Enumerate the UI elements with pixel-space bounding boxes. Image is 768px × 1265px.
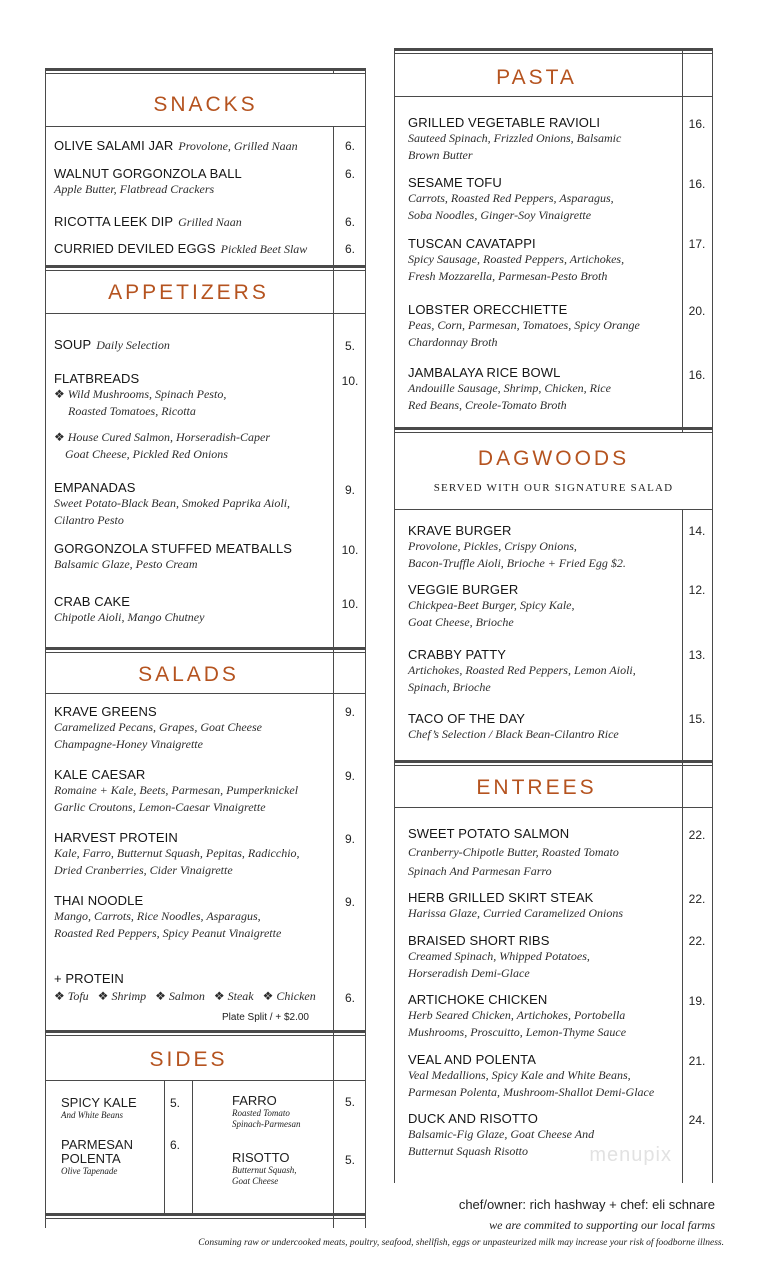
- bullet-icon: ❖: [97, 989, 109, 1003]
- item-desc: Artichokes, Roasted Red Peppers, Lemon Aioli,: [408, 663, 636, 677]
- item-price: 24.: [688, 1113, 706, 1127]
- item-desc: Provolone, Grilled Naan: [178, 139, 298, 153]
- item-name: BRAISED SHORT RIBS: [408, 933, 550, 948]
- item-desc: Goat Cheese: [232, 1176, 279, 1186]
- item-desc: Fresh Mozzarella, Parmesan-Pesto Broth: [408, 269, 608, 283]
- item-desc: Chickpea-Beet Burger, Spicy Kale,: [408, 598, 575, 612]
- salads-heading: SALADS: [138, 663, 239, 686]
- item-desc: Soba Noodles, Ginger-Soy Vinaigrette: [408, 208, 592, 222]
- side-item: [61, 1138, 133, 1177]
- item-price: 6.: [170, 1138, 181, 1152]
- item-desc: Brown Butter: [408, 148, 473, 162]
- item-price: 5.: [344, 1153, 355, 1167]
- item-price: 22.: [688, 828, 706, 842]
- protein-option: Shrimp: [111, 989, 147, 1003]
- item-desc: Creamed Spinach, Whipped Potatoes,: [408, 949, 590, 963]
- item-name: VEGGIE BURGER: [408, 582, 519, 597]
- item-price: 10.: [341, 543, 359, 557]
- item-name: CRAB CAKE: [54, 594, 131, 609]
- menu-item: [408, 711, 674, 743]
- item-name: PARMESAN: [61, 1137, 133, 1152]
- item-desc: Grilled Naan: [178, 215, 242, 229]
- item-desc: Chipotle Aioli, Mango Chutney: [54, 610, 205, 624]
- item-desc: Provolone, Pickles, Crispy Onions,: [408, 539, 577, 553]
- menu-item: [408, 992, 674, 1041]
- item-price: 9.: [344, 705, 355, 719]
- item-desc: Chef’s Selection / Black Bean-Cilantro Rice: [408, 727, 619, 741]
- item-price: 16.: [688, 117, 706, 131]
- protein-option: Salmon: [168, 989, 205, 1003]
- item-desc: And White Beans: [61, 1110, 123, 1120]
- menu-item: [408, 933, 674, 982]
- item-name: SESAME TOFU: [408, 175, 502, 190]
- item-price: 15.: [688, 712, 706, 726]
- item-price: 5.: [170, 1096, 181, 1110]
- item-name: KRAVE GREENS: [54, 704, 157, 719]
- item-name: FLATBREADS: [54, 371, 140, 386]
- item-price: 6.: [344, 139, 355, 153]
- item-name: GORGONZOLA STUFFED MEATBALLS: [54, 541, 293, 556]
- item-price: 6.: [344, 991, 355, 1005]
- item-desc: Cranberry-Chipotle Butter, Roasted Tomato: [408, 845, 619, 859]
- menu-item: [54, 137, 327, 155]
- menu-item: [54, 830, 327, 879]
- item-desc: Goat Cheese, Brioche: [408, 615, 514, 629]
- item-price: 5.: [344, 339, 355, 353]
- item-desc: Garlic Croutons, Lemon-Caesar Vinaigrette: [54, 800, 266, 814]
- dagwoods-section: [395, 510, 712, 760]
- item-desc: Spicy Sausage, Roasted Peppers, Artichokes,: [408, 252, 625, 266]
- item-desc: Wild Mushrooms, Spinach Pesto,: [67, 387, 227, 401]
- item-name: ARTICHOKE CHICKEN: [408, 992, 548, 1007]
- local-farms-note: we are commited to supporting our local farms: [489, 1218, 715, 1232]
- side-item: [61, 1096, 137, 1121]
- item-price: 20.: [688, 304, 706, 318]
- item-desc: Horseradish Demi-Glace: [408, 966, 530, 980]
- menu-item: [54, 166, 327, 198]
- protein-option: Tofu: [67, 989, 89, 1003]
- item-price: 16.: [688, 177, 706, 191]
- item-desc: Sauteed Spinach, Frizzled Onions, Balsamic: [408, 131, 622, 145]
- item-price: 10.: [341, 597, 359, 611]
- item-price: 5.: [344, 1095, 355, 1109]
- item-desc: Romaine + Kale, Beets, Parmesan, Pumperknickel: [54, 783, 299, 797]
- menu-item: [54, 767, 327, 816]
- plate-split-note: Plate Split / + $2.00: [221, 1012, 309, 1023]
- pasta-heading: PASTA: [496, 66, 577, 89]
- item-desc: Parmesan Polenta, Mushroom-Shallot Demi-Glace: [408, 1085, 655, 1099]
- item-price: 9.: [344, 895, 355, 909]
- item-desc: Mushrooms, Proscuitto, Lemon-Thyme Sauce: [408, 1025, 627, 1039]
- item-price: 9.: [344, 832, 355, 846]
- item-desc: Cilantro Pesto: [54, 513, 124, 527]
- item-name: TACO OF THE DAY: [408, 711, 526, 726]
- menu-item: [408, 523, 674, 572]
- item-name: CRABBY PATTY: [408, 647, 507, 662]
- item-name: HERB GRILLED SKIRT STEAK: [408, 890, 594, 905]
- item-name: OLIVE SALAMI JAR: [54, 138, 174, 153]
- item-name: GRILLED VEGETABLE RAVIOLI: [408, 115, 601, 130]
- appetizers-section: [46, 314, 365, 647]
- side-item: [232, 1151, 297, 1187]
- item-desc: Peas, Corn, Parmesan, Tomatoes, Spicy Orange: [408, 318, 640, 332]
- item-desc: Butternut Squash,: [232, 1165, 297, 1175]
- menu-item: [54, 480, 327, 529]
- menu-item: [408, 647, 674, 696]
- item-desc: Butternut Squash Risotto: [408, 1144, 528, 1158]
- menu-item: [408, 890, 674, 922]
- bullet-icon: ❖: [262, 989, 274, 1003]
- item-name: WALNUT GORGONZOLA BALL: [54, 166, 242, 181]
- item-price: 12.: [688, 583, 706, 597]
- item-desc: Harissa Glaze, Curried Caramelized Onions: [408, 906, 624, 920]
- item-desc: Andouille Sausage, Shrimp, Chicken, Rice: [408, 381, 611, 395]
- menu-item: [408, 175, 674, 224]
- item-desc: Veal Medallions, Spicy Kale and White Beans,: [408, 1068, 631, 1082]
- menu-item: [408, 302, 674, 351]
- entrees-heading: ENTREES: [476, 776, 597, 799]
- item-name: RISOTTO: [232, 1150, 290, 1165]
- item-desc: Sweet Potato-Black Bean, Smoked Paprika Aioli,: [54, 496, 291, 510]
- bullet-icon: ❖: [54, 989, 65, 1003]
- menu-item: [54, 213, 327, 231]
- bullet-icon: ❖: [54, 430, 65, 444]
- item-name: FARRO: [232, 1093, 277, 1108]
- item-desc: Red Beans, Creole-Tomato Broth: [408, 398, 567, 412]
- menu-item: [54, 893, 327, 942]
- item-name: CURRIED DEVILED EGGS: [54, 241, 216, 256]
- chef-credits: chef/owner: rich hashway + chef: eli schnare: [458, 1197, 715, 1212]
- item-name: VEAL AND POLENTA: [408, 1052, 537, 1067]
- item-name: DUCK AND RISOTTO: [408, 1111, 538, 1126]
- item-price: 10.: [341, 374, 359, 388]
- item-name: EMPANADAS: [54, 480, 136, 495]
- snacks-heading: SNACKS: [46, 74, 365, 126]
- dagwoods-subtitle: SERVED WITH OUR SIGNATURE SALAD: [433, 482, 674, 494]
- item-price: 22.: [688, 892, 706, 906]
- divider: [46, 1213, 365, 1219]
- item-desc: Roasted Red Peppers, Spicy Peanut Vinaigrette: [54, 926, 282, 940]
- item-desc: Champagne-Honey Vinaigrette: [54, 737, 203, 751]
- item-desc: Mango, Carrots, Rice Noodles, Asparagus,: [54, 909, 261, 923]
- menu-item: [54, 371, 327, 463]
- entrees-section: [395, 808, 712, 1178]
- menu-item: [54, 594, 327, 626]
- menu-item: [54, 336, 327, 354]
- item-desc: Carrots, Roasted Red Peppers, Asparagus,: [408, 191, 614, 205]
- item-price: 21.: [688, 1054, 706, 1068]
- item-desc: Spinach, Brioche: [408, 680, 491, 694]
- item-price: 6.: [344, 167, 355, 181]
- item-desc: Dried Cranberries, Cider Vinaigrette: [54, 863, 233, 877]
- item-desc: Olive Tapenade: [61, 1166, 118, 1176]
- menu-item: [54, 541, 327, 573]
- menu-item: [408, 115, 674, 164]
- item-price: 22.: [688, 934, 706, 948]
- menu-item: [408, 582, 674, 631]
- item-price: 9.: [344, 769, 355, 783]
- item-desc: Pickled Beet Slaw: [220, 242, 308, 256]
- protein-option: Steak: [227, 989, 254, 1003]
- item-desc: Bacon-Truffle Aioli, Brioche + Fried Egg $2.: [408, 556, 626, 570]
- item-desc: Balsamic-Fig Glaze, Goat Cheese And: [408, 1127, 595, 1141]
- menu-item: [408, 365, 674, 414]
- item-name: + PROTEIN: [54, 971, 124, 986]
- item-name: HARVEST PROTEIN: [54, 830, 178, 845]
- item-name: THAI NOODLE: [54, 893, 144, 908]
- bullet-icon: ❖: [213, 989, 225, 1003]
- item-name: KRAVE BURGER: [408, 523, 512, 538]
- item-price: 6.: [344, 242, 355, 256]
- left-menu-column: [45, 68, 366, 1228]
- menu-item: [408, 1052, 674, 1101]
- item-desc: Kale, Farro, Butternut Squash, Pepitas, Radicchio,: [54, 846, 300, 860]
- item-desc: Spinach And Parmesan Farro: [408, 864, 552, 878]
- item-name: KALE CAESAR: [54, 767, 146, 782]
- item-desc: Apple Butter, Flatbread Crackers: [54, 182, 215, 196]
- item-desc: Balsamic Glaze, Pesto Cream: [54, 557, 198, 571]
- sides-section: [46, 1081, 365, 1213]
- menu-item: [408, 826, 674, 881]
- pasta-section: [395, 97, 712, 427]
- protein-addon: [54, 971, 327, 1005]
- item-desc: Daily Selection: [96, 338, 170, 352]
- item-name: SWEET POTATO SALMON: [408, 826, 570, 841]
- item-name: JAMBALAYA RICE BOWL: [408, 365, 561, 380]
- item-desc: Spinach-Parmesan: [232, 1119, 301, 1129]
- item-name: SPICY KALE: [61, 1095, 137, 1110]
- menu-item: [408, 236, 674, 285]
- item-desc: Caramelized Pecans, Grapes, Goat Cheese: [54, 720, 262, 734]
- item-price: 14.: [688, 524, 706, 538]
- item-price: 19.: [688, 994, 706, 1008]
- bullet-icon: ❖: [54, 387, 65, 401]
- snacks-section: [46, 127, 365, 265]
- item-desc: Roasted Tomato: [232, 1108, 290, 1118]
- menu-item: [54, 704, 327, 753]
- item-desc: Goat Cheese, Pickled Red Onions: [65, 447, 228, 461]
- dagwoods-heading: DAGWOODS SERVED WITH OUR SIGNATURE SALAD: [395, 433, 712, 509]
- item-desc: House Cured Salmon, Horseradish-Caper: [67, 430, 270, 444]
- item-name: POLENTA: [61, 1151, 121, 1166]
- salads-section: [46, 694, 365, 1030]
- item-name: LOBSTER ORECCHIETTE: [408, 302, 568, 317]
- item-price: 16.: [688, 368, 706, 382]
- item-desc: Roasted Tomatoes, Ricotta: [68, 404, 196, 418]
- bullet-icon: ❖: [155, 989, 166, 1003]
- item-name: SOUP: [54, 337, 92, 352]
- right-menu-column: [394, 48, 713, 1183]
- item-desc: Herb Seared Chicken, Artichokes, Portobella: [408, 1008, 626, 1022]
- item-price: 13.: [688, 648, 706, 662]
- appetizers-heading: APPETIZERS: [108, 281, 269, 304]
- item-price: 6.: [344, 215, 355, 229]
- item-price: 17.: [688, 237, 706, 251]
- protein-option: Chicken: [276, 989, 316, 1003]
- side-item: [232, 1094, 301, 1130]
- item-name: TUSCAN CAVATAPPI: [408, 236, 536, 251]
- menu-item: [54, 240, 327, 258]
- item-name: RICOTTA LEEK DIP: [54, 214, 174, 229]
- item-price: 9.: [344, 483, 355, 497]
- sides-heading: SIDES: [149, 1048, 228, 1071]
- health-warning: Consuming raw or undercooked meats, poultry, seafood, shellfish, eggs or unpasteurized milk may increase your risk of foodborne illness.: [198, 1238, 724, 1248]
- watermark: menupix: [589, 1144, 672, 1166]
- item-desc: Chardonnay Broth: [408, 335, 498, 349]
